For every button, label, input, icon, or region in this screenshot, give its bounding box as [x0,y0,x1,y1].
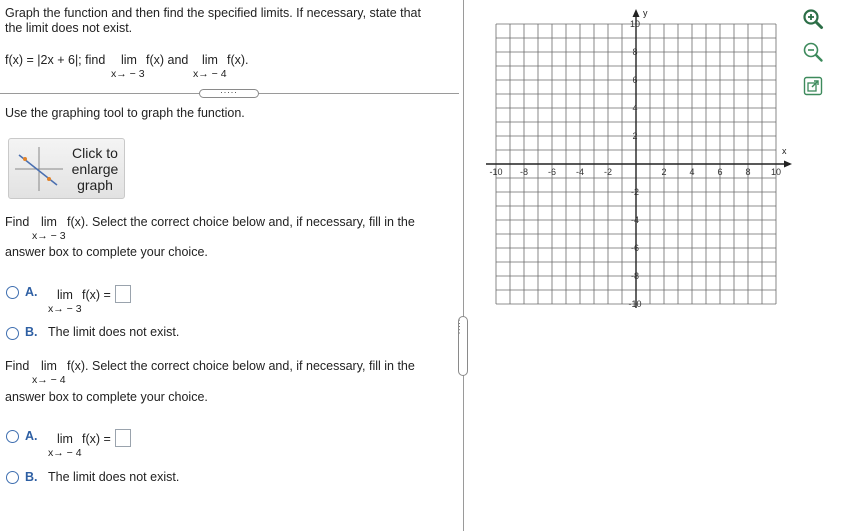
lim2-fx: f(x). [227,53,249,67]
part1-choice-a-fx: f(x) = [82,288,111,302]
y-tick-label: -2 [630,187,640,197]
enlarge-label-line1: Click to [72,145,118,161]
lim2-word: lim [202,53,218,67]
y-tick-label: 10 [629,19,641,29]
enlarge-button-label [65,145,125,193]
y-axis-arrow [633,9,640,17]
function-definition [5,53,105,67]
part1-choice-a-letter: A. [25,285,38,299]
y-tick-label: -10 [628,299,642,309]
part2-choice-b-radio[interactable] [6,471,19,484]
y-tick-label: 2 [632,131,638,141]
y-tick-label: -4 [630,215,640,225]
x-tick-label: 8 [745,167,751,177]
x-tick-label: -2 [603,167,613,177]
x-tick-label: -4 [575,167,585,177]
part2-choice-b-letter: B. [25,470,38,484]
x-tick-label: -8 [519,167,529,177]
x-axis-arrow [784,161,792,168]
lim1-word: lim [121,53,137,67]
popout-icon[interactable] [802,75,824,97]
part1-lim-word: lim [41,215,57,229]
part1-choice-b-letter: B. [25,325,38,339]
part2-lim-word: lim [41,359,57,373]
lim1-fx: f(x) and [146,53,189,67]
x-tick-label: -10 [489,167,503,177]
graph-instruction: Use the graphing tool to graph the function. [5,106,245,120]
part1-prompt-line2: answer box to complete your choice. [5,245,208,259]
divider-handle[interactable] [199,85,259,98]
lim1-subscript: x→ − 3 [111,68,145,80]
function-prefix: f(x) = |2x + 6|; find [5,53,106,67]
part1-prompt: f(x). Select the correct choice below and, if necessary, fill in the [67,215,415,229]
lim2-subscript: x→ − 4 [193,68,227,80]
part2-choice-a-letter: A. [25,429,38,443]
enlarge-graph-button[interactable] [8,138,125,199]
x-axis-label: x [782,146,787,156]
part1-answer-box[interactable] [115,285,131,303]
part2-prompt-line2: answer box to complete your choice. [5,390,208,404]
divider-handle-dots: ..... [220,85,238,95]
y-axis-label: y [643,8,648,18]
panel-divider [463,0,464,531]
y-tick-label: 8 [632,47,638,57]
part1-choice-b-text: The limit does not exist. [48,325,180,339]
part2-choice-b-text: The limit does not exist. [48,470,180,484]
part2-answer-box[interactable] [115,429,131,447]
graph-thumbnail-icon [13,145,65,193]
x-tick-label: 6 [717,167,723,177]
panel-resize-handle[interactable] [458,316,468,376]
instruction-line-2: the limit does not exist. [5,21,133,35]
part1-choice-a-subscript: x→ − 3 [48,303,82,315]
y-tick-label: -8 [630,271,640,281]
x-tick-label: 10 [770,167,782,177]
enlarge-label-line2: enlarge [71,161,119,177]
y-tick-label: 4 [632,103,638,113]
part1-choice-a-lim: lim [57,288,73,302]
part2-choice-a-subscript: x→ − 4 [48,447,82,459]
instruction-line-1: Graph the function and then find the specified limits. If necessary, state that [5,6,421,20]
zoom-out-icon[interactable] [802,41,824,63]
part2-choice-a-fx: f(x) = [82,432,111,446]
part1-choice-b-radio[interactable] [6,327,19,340]
zoom-in-icon[interactable] [802,8,824,30]
part2-prompt: f(x). Select the correct choice below and, if necessary, fill in the [67,359,415,373]
x-tick-label: 4 [689,167,695,177]
part1-choice-a-radio[interactable] [6,286,19,299]
part2-lim-subscript: x→ − 4 [32,374,66,386]
y-tick-label: 6 [632,75,638,85]
part2-find-word: Find [5,359,30,373]
part1-find-word: Find [5,215,30,229]
x-tick-label: -6 [547,167,557,177]
x-tick-label: 2 [661,167,667,177]
y-tick-label: -6 [630,243,640,253]
graph-canvas[interactable] [480,0,800,320]
enlarge-label-line3: graph [77,177,113,193]
part2-choice-a-lim: lim [57,432,73,446]
panel-handle-dots: ..... [457,319,466,336]
part1-lim-subscript: x→ − 3 [32,230,66,242]
part2-choice-a-radio[interactable] [6,430,19,443]
